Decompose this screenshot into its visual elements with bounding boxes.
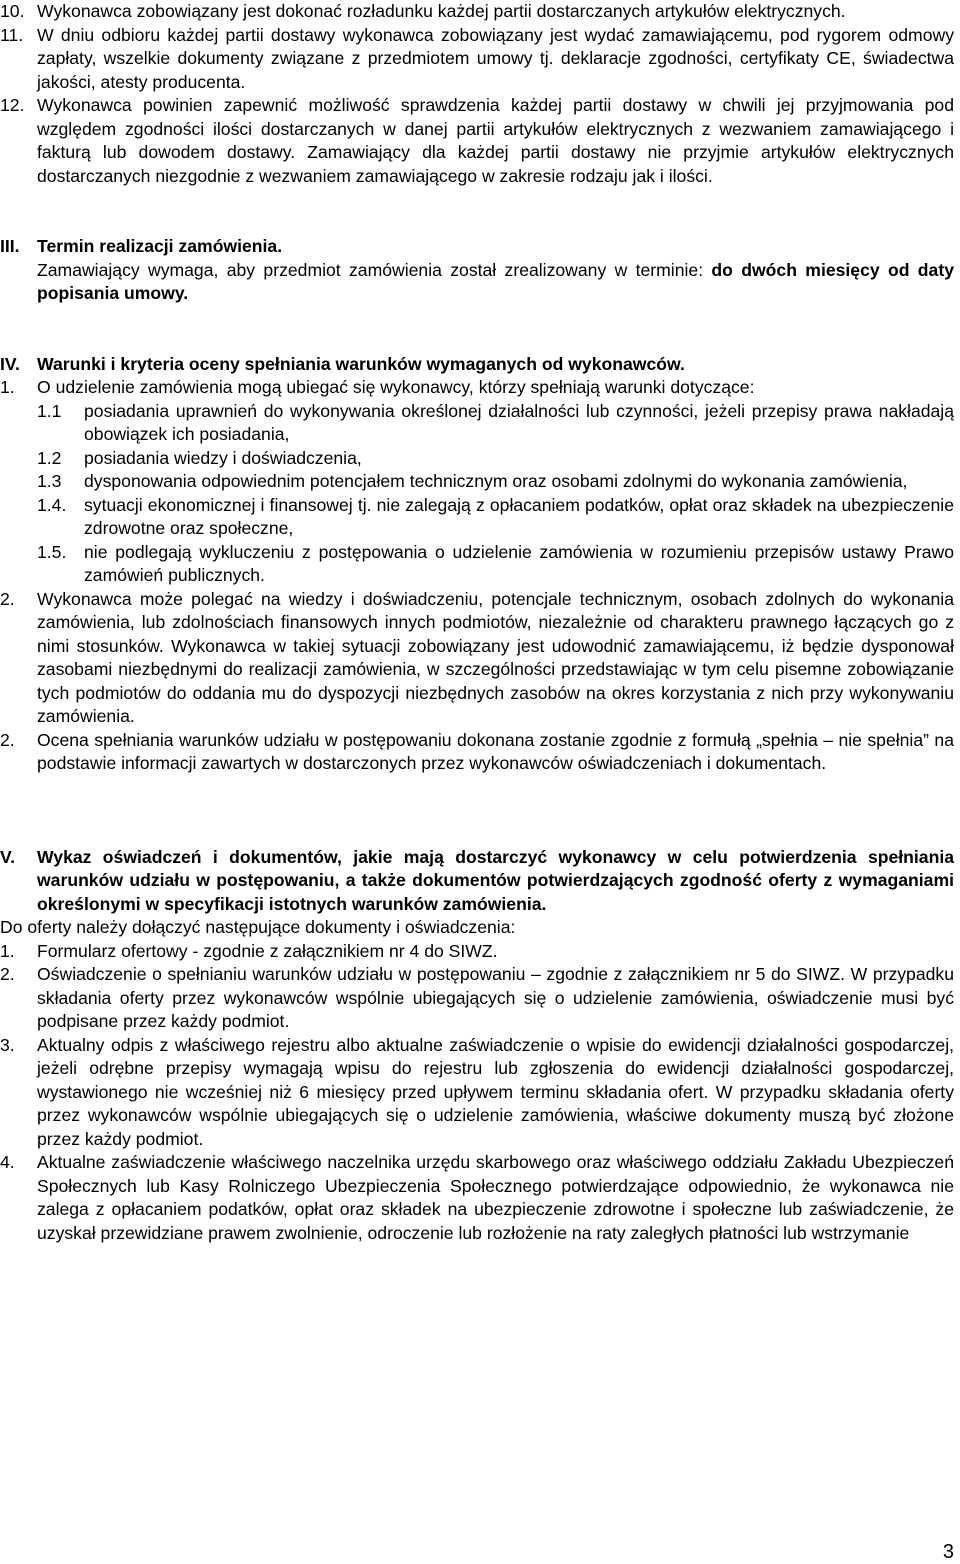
list-item [0, 1034, 960, 1152]
sub-list-item [0, 541, 960, 588]
section-number: IV. [0, 353, 20, 374]
sub-item-number: 1.3 [37, 471, 62, 491]
section-intro [0, 916, 960, 940]
page-number: 3 [942, 1540, 954, 1563]
item-number: 11. [0, 24, 24, 45]
sub-list-item [0, 494, 960, 541]
item-text: Wykonawca powinien zapewnić możliwość sprawdzenia każdej partii dostawy w chwili jej przyjmowania pod względem zgodności ilości dostarczanych w danej partii artykułów elektrycznych z wezwaniem zamawiającego i fakturą lub dowodem dostawy. Zamawiający dla każdej partii dostawy nie przyjmie artykułów elektrycznych dostarczanych niezgodnie z wezwaniem zamawiającego w zakresie rodzaju jak i ilości. [37, 95, 954, 186]
item-text: Wykonawca może polegać na wiedzy i doświadczeniu, potencjale technicznym, osobach zdolnych do wykonania zamówienia, lub zdolnościach finansowych innych podmiotów, niezależnie od charakteru prawnego łączących go z nimi stosunków. Wykonawca w takiej sytuacji zobowiązany jest udowodnić zamawiającemu, iż będzie dysponował zasobami niezbędnymi do realizacji zamówienia, w szczególności przedstawiając w tym celu pisemne zobowiązanie tych podmiotów do oddania mu do dyspozycji niezbędnych zasobów na okres korzystania z nich przy wykonywaniu zamówienia. [37, 588, 954, 726]
list-item [0, 588, 960, 729]
item-number: 4. [0, 1152, 15, 1172]
sub-list-item [0, 447, 960, 471]
item-text: O udzielenie zamówienia mogą ubiegać się wykonawcy, którzy spełniają warunki dotyczące: [37, 377, 755, 397]
section-title: Warunki i kryteria oceny spełniania warunków wymaganych od wykonawców. [37, 353, 685, 374]
list-item [0, 963, 960, 1034]
item-number: 10. [0, 1, 25, 21]
sub-list-item [0, 470, 960, 494]
list-item [0, 1151, 960, 1245]
sub-item-text: sytuacji ekonomicznej i finansowej tj. nie zalegają z opłacaniem podatków, opłat oraz składek na ubezpieczenie zdrowotne oraz społeczne, [84, 494, 954, 538]
deadline-text: do dwóch miesięcy od daty popisania umowy. [37, 259, 954, 303]
sub-item-text: nie podlegają wykluczeniu z postępowania o udzielenie zamówienia w rozumieniu przepisów ustawy Prawo zamówień publicznych. [84, 541, 954, 585]
section-heading [0, 353, 960, 377]
list-item [0, 0, 960, 24]
item-text: W dniu odbioru każdej partii dostawy wykonawca zobowiązany jest wydać zamawiającemu, pod rygorem odmowy zapłaty, wszelkie dokumenty związane z przedmiotem umowy tj. deklaracje zgodności, certyfikaty CE, świadectwa jakości, atesty producenta. [37, 24, 954, 92]
section-number: III. [0, 236, 20, 256]
item-number: 2. [0, 588, 15, 609]
intro-text: Do oferty należy dołączyć następujące dokumenty i oświadczenia: [0, 917, 516, 937]
section-number: V. [0, 846, 16, 867]
section-title: Wykaz oświadczeń i dokumentów, jakie mają dostarczyć wykonawcy w celu potwierdzenia spełniania warunków udziału w postępowaniu, a także dokumentów potwierdzających zgodność oferty z wymaganiami określonymi w specyfikacji istotnych warunków zamówienia. [37, 846, 954, 914]
list-item [0, 729, 960, 776]
item-number: 3. [0, 1034, 15, 1055]
sub-list-item [0, 400, 960, 447]
item-number: 2. [0, 729, 15, 750]
sub-item-text: posiadania uprawnień do wykonywania określonej działalności lub czynności, jeżeli przepisy prawa nakładają obowiązek ich posiadania, [84, 400, 954, 444]
item-text: Wykonawca zobowiązany jest dokonać rozładunku każdej partii dostarczanych artykułów elektrycznych. [37, 1, 846, 21]
item-text: Ocena spełniania warunków udziału w postępowaniu dokonana zostanie zgodnie z formułą „spełnia – nie spełnia” na podstawie informacji zawartych w dostarczonych przez wykonawców oświadczeniach i dokumentach. [37, 729, 954, 773]
item-number: 1. [0, 377, 15, 397]
section-heading [0, 235, 960, 259]
item-number: 2. [0, 964, 15, 984]
section-title: Termin realizacji zamówienia. [37, 236, 283, 256]
sub-item-number: 1.2 [37, 447, 62, 468]
list-item [0, 940, 960, 964]
item-number: 12. [0, 95, 25, 115]
item-number: 1. [0, 940, 15, 961]
section-heading [0, 846, 960, 917]
list-item [0, 24, 960, 95]
sub-item-number: 1.4. [37, 494, 67, 515]
paragraph-text: Zamawiający wymaga, aby przedmiot zamówienia został zrealizowany w terminie: [37, 259, 712, 280]
list-item [0, 94, 960, 188]
sub-item-text: dysponowania odpowiednim potencjałem technicznym oraz osobami zdolnymi do wykonania zamówienia, [84, 471, 908, 491]
sub-item-number: 1.1 [37, 400, 62, 421]
section-paragraph [0, 259, 960, 306]
item-text: Aktualny odpis z właściwego rejestru albo aktualne zaświadczenie o wpisie do ewidencji działalności gospodarczej, jeżeli odrębne przepisy wymagają wpisu do rejestru lub zgłoszenia do ewidencji działalności gospodarczej, wystawionego nie wcześniej niż 6 miesięcy przed upływem terminu składania ofert. W przypadku składania oferty przez wykonawców wspólnie ubiegających się o udzielenie zamówienia, właściwe dokumenty muszą być złożone przez każdy podmiot. [37, 1034, 954, 1149]
item-text: Aktualne zaświadczenie właściwego naczelnika urzędu skarbowego oraz właściwego oddziału Zakładu Ubezpieczeń Społecznych lub Kasy Rolniczego Ubezpieczenia Społecznego potwierdzające odpowiednio, że wykonawca nie zalega z opłacaniem podatków, opłat oraz składek na ubezpieczenie zdrowotne i społeczne lub zaświadczenie, że uzyskał przewidziane prawem zwolnienie, odroczenie lub rozłożenie na raty zaległych płatności lub wstrzymanie [37, 1152, 954, 1243]
sub-item-number: 1.5. [37, 541, 67, 562]
list-item [0, 376, 960, 400]
item-text: Oświadczenie o spełnianiu warunków udziału w postępowaniu – zgodnie z załącznikiem nr 5 do SIWZ. W przypadku składania oferty przez wykonawców wspólnie ubiegających się o udzielenie zamówienia, oświadczenie musi być podpisane przez każdy podmiot. [37, 964, 954, 1031]
item-text: Formularz ofertowy - zgodnie z załącznikiem nr 4 do SIWZ. [37, 940, 498, 961]
sub-item-text: posiadania wiedzy i doświadczenia, [84, 447, 362, 468]
